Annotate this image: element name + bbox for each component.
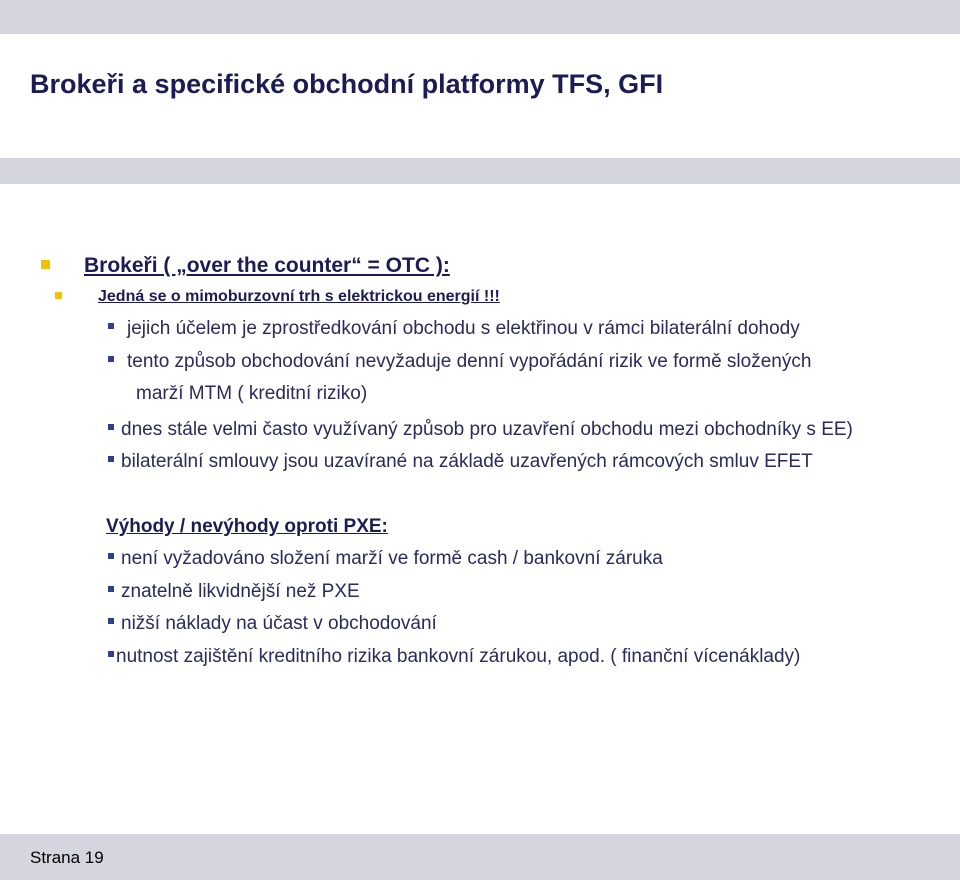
footer-band: [0, 834, 960, 880]
bullet-square-icon: [41, 260, 50, 269]
bullet-square-icon: [55, 292, 62, 299]
list-item: tento způsob obchodování nevyžaduje denní vypořádání rizik ve formě složených: [127, 351, 812, 372]
top-band: [0, 0, 960, 34]
bullet-square-icon: [108, 456, 114, 462]
list-item: bilaterální smlouvy jsou uzavírané na základě uzavřených rámcových smluv EFET: [121, 451, 813, 472]
list-item: nutnost zajištění kreditního rizika bankovní zárukou, apod. ( finanční vícenáklady): [116, 646, 801, 667]
bullet-square-icon: [108, 618, 114, 624]
slide-title: Brokeři a specifické obchodní platformy TFS, GFI: [30, 69, 664, 99]
section-heading: Brokeři ( „over the counter“ = OTC ):: [84, 254, 450, 277]
page-number: Strana 19: [30, 848, 104, 867]
bullet-square-icon: [108, 553, 114, 559]
separator-band: [0, 158, 960, 184]
list-item: dnes stále velmi často využívaný způsob pro uzavření obchodu mezi obchodníky s EE): [121, 419, 853, 440]
bullet-square-icon: [108, 424, 114, 430]
list-item: jejich účelem je zprostředkování obchodu s elektřinou v rámci bilaterální dohody: [127, 318, 800, 339]
subheading: Jedná se o mimoburzovní trh s elektrickou energií !!!: [98, 288, 500, 305]
bullet-square-icon: [108, 586, 114, 592]
list-item: nižší náklady na účast v obchodování: [121, 613, 437, 634]
bullet-square-icon: [108, 651, 114, 657]
list-item-continuation: marží MTM ( kreditní riziko): [136, 383, 368, 404]
list-item: znatelně likvidnější než PXE: [121, 581, 360, 602]
list-item: není vyžadováno složení marží ve formě cash / bankovní záruka: [121, 548, 663, 569]
bullet-square-icon: [108, 356, 114, 362]
bullet-square-icon: [108, 323, 114, 329]
advantages-heading: Výhody / nevýhody oproti PXE:: [106, 516, 388, 537]
